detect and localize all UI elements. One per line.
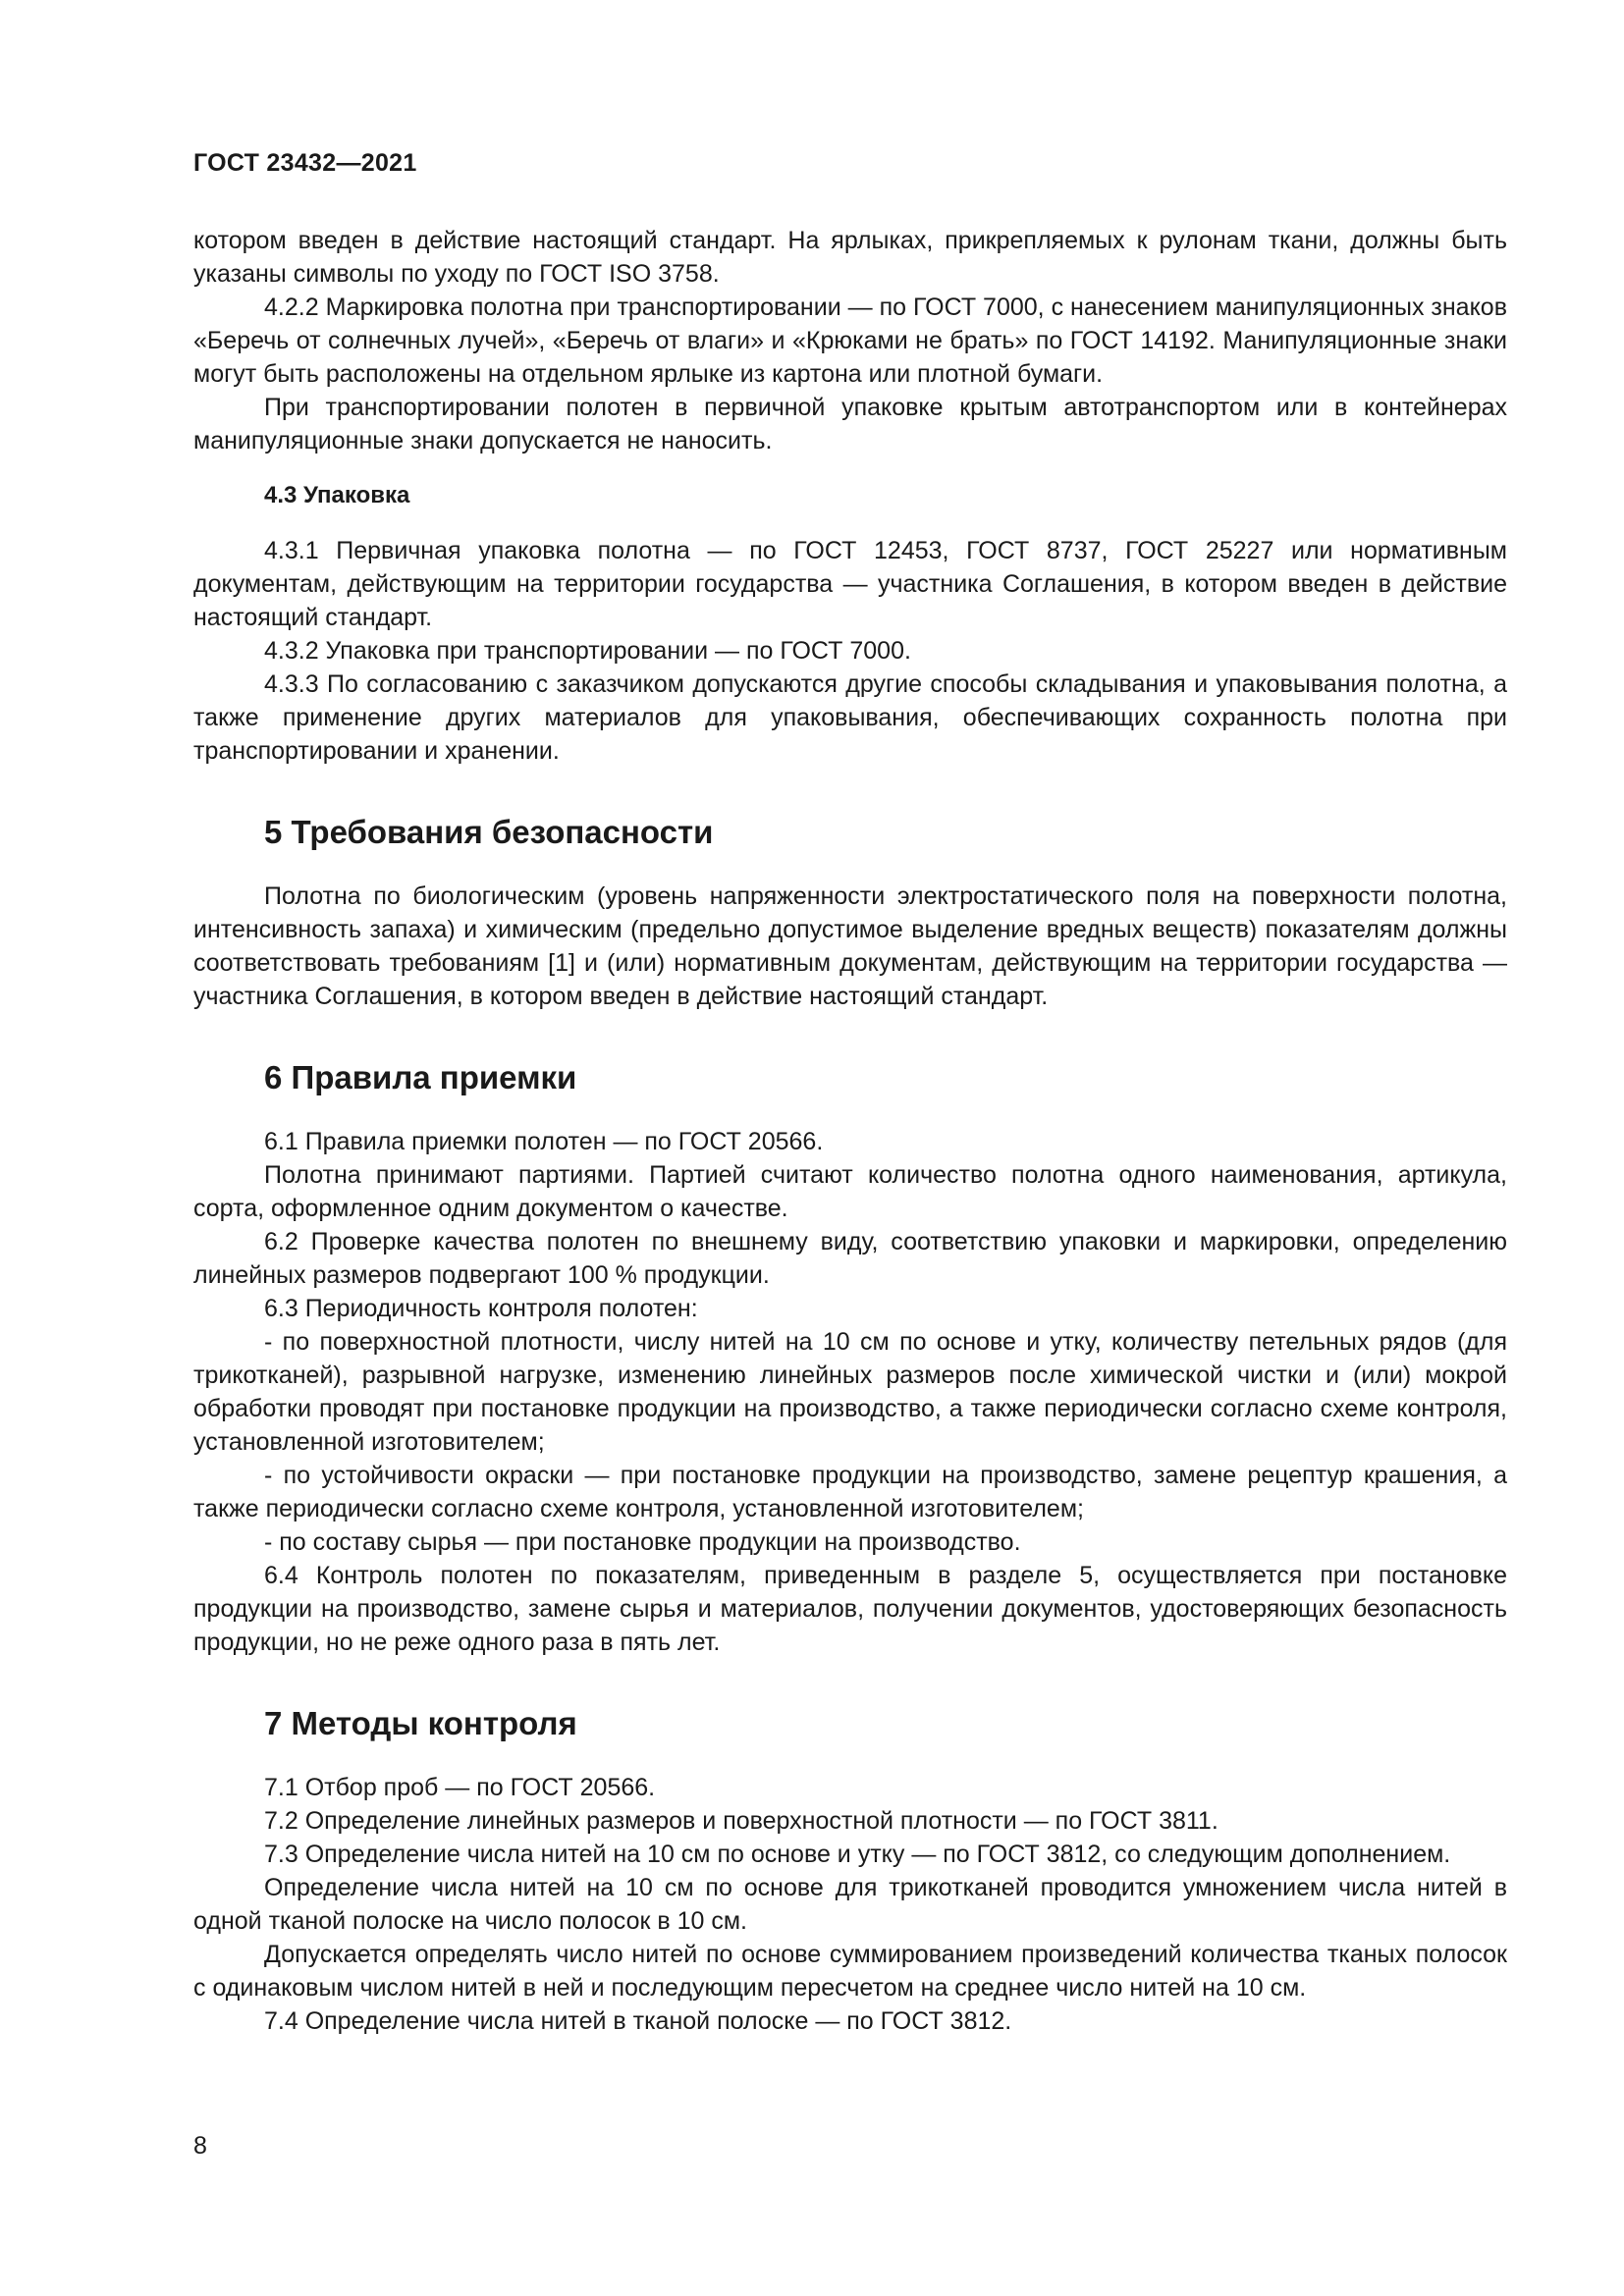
paragraph-4-2-2: 4.2.2 Маркировка полотна при транспортировании — по ГОСТ 7000, с нанесением манипуляционных знаков «Беречь от солнечных лучей», «Беречь от влаги» и «Крюками не брать» по ГОСТ 14192. Манипуляционные знаки могут быть расположены на отдельном ярлыке из картона или плотной бумаги. <box>193 294 1507 388</box>
section-heading-6: 6 Правила приемки <box>264 1059 577 1095</box>
paragraph-7-3-summation: Допускается определять число нитей по основе суммированием произведений количества тканых полосок с одинаковым числом нитей в ней и последующим пересчетом на среднее число нитей на 10 см. <box>193 1941 1507 2002</box>
list-item-6-3-a: - по поверхностной плотности, числу нитей на 10 см по основе и утку, количеству петельных рядов (для трикотканей), разрывной нагрузке, изменению линейных размеров после химической чистки и (или) мокрой обработки проводят при постановке продукции на производство, а также периодически согласно схеме контроля, установленной изготовителем; <box>193 1328 1507 1456</box>
section-heading-5: 5 Требования безопасности <box>264 814 714 850</box>
paragraph-7-3-tricot: Определение числа нитей на 10 см по основе для трикотканей проводится умножением числа нитей в одной тканой полоске на число полосок в 10 см. <box>193 1874 1507 1935</box>
paragraph-6-4: 6.4 Контроль полотен по показателям, приведенным в разделе 5, осуществляется при постановке продукции на производство, замене сырья и материалов, получении документов, удостоверяющих безопасность продукции, но не реже одного раза в пять лет. <box>193 1562 1507 1656</box>
section-heading-7: 7 Методы контроля <box>264 1705 577 1741</box>
paragraph-continuation: котором введен в действие настоящий стандарт. На ярлыках, прикрепляемых к рулонам ткани, должны быть указаны символы по уходу по ГОСТ ISO 3758. <box>193 227 1507 288</box>
subsection-heading-4-3: 4.3 Упаковка <box>264 482 410 508</box>
list-item-6-3-b: - по устойчивости окраски — при постановке продукции на производство, замене рецептур крашения, а также периодически согласно схеме контроля, установленной изготовителем; <box>193 1462 1507 1522</box>
paragraph-4-3-2: 4.3.2 Упаковка при транспортировании — по ГОСТ 7000. <box>264 637 911 665</box>
paragraph-7-3: 7.3 Определение числа нитей на 10 см по основе и утку — по ГОСТ 3812, со следующим дополнением. <box>264 1841 1451 1868</box>
paragraph-7-2: 7.2 Определение линейных размеров и поверхностной плотности — по ГОСТ 3811. <box>264 1807 1218 1835</box>
paragraph-7-4: 7.4 Определение числа нитей в тканой полоске — по ГОСТ 3812. <box>264 2007 1012 2035</box>
document-code-header: ГОСТ 23432—2021 <box>193 149 417 177</box>
document-body <box>193 224 1507 2038</box>
paragraph-6-2: 6.2 Проверке качества полотен по внешнему виду, соответствию упаковки и маркировки, определению линейных размеров подвергают 100 % продукции. <box>193 1228 1507 1289</box>
paragraph-4-3-3: 4.3.3 По согласованию с заказчиком допускаются другие способы складывания и упаковывания полотна, а также применение других материалов для упаковывания, обеспечивающих сохранность полотна при транспортировании и хранении. <box>193 670 1507 765</box>
paragraph-5: Полотна по биологическим (уровень напряженности электростатического поля на поверхности полотна, интенсивность запаха) и химическим (предельно допустимое выделение вредных веществ) показателям должны соответствовать требованиям [1] и (или) нормативным документам, действующим на территории государства — участника Соглашения, в котором введен в действие настоящий стандарт. <box>193 882 1507 1010</box>
page-number: 8 <box>193 2132 207 2160</box>
paragraph-6-1: 6.1 Правила приемки полотен — по ГОСТ 20566. <box>264 1128 824 1155</box>
paragraph-4-2-2-note: При транспортировании полотен в первичной упаковке крытым автотранспортом или в контейнерах манипуляционные знаки допускается не наносить. <box>193 394 1507 454</box>
paragraph-7-1: 7.1 Отбор проб — по ГОСТ 20566. <box>264 1774 656 1801</box>
paragraph-4-3-1: 4.3.1 Первичная упаковка полотна — по ГОСТ 12453, ГОСТ 8737, ГОСТ 25227 или нормативным документам, действующим на территории государства — участника Соглашения, в котором введен в действие настоящий стандарт. <box>193 537 1507 631</box>
list-item-6-3-c: - по составу сырья — при постановке продукции на производство. <box>264 1528 1021 1556</box>
paragraph-6-3: 6.3 Периодичность контроля полотен: <box>264 1295 698 1322</box>
paragraph-6-1-lot: Полотна принимают партиями. Партией считают количество полотна одного наименования, артикула, сорта, оформленное одним документом о качестве. <box>193 1161 1507 1222</box>
